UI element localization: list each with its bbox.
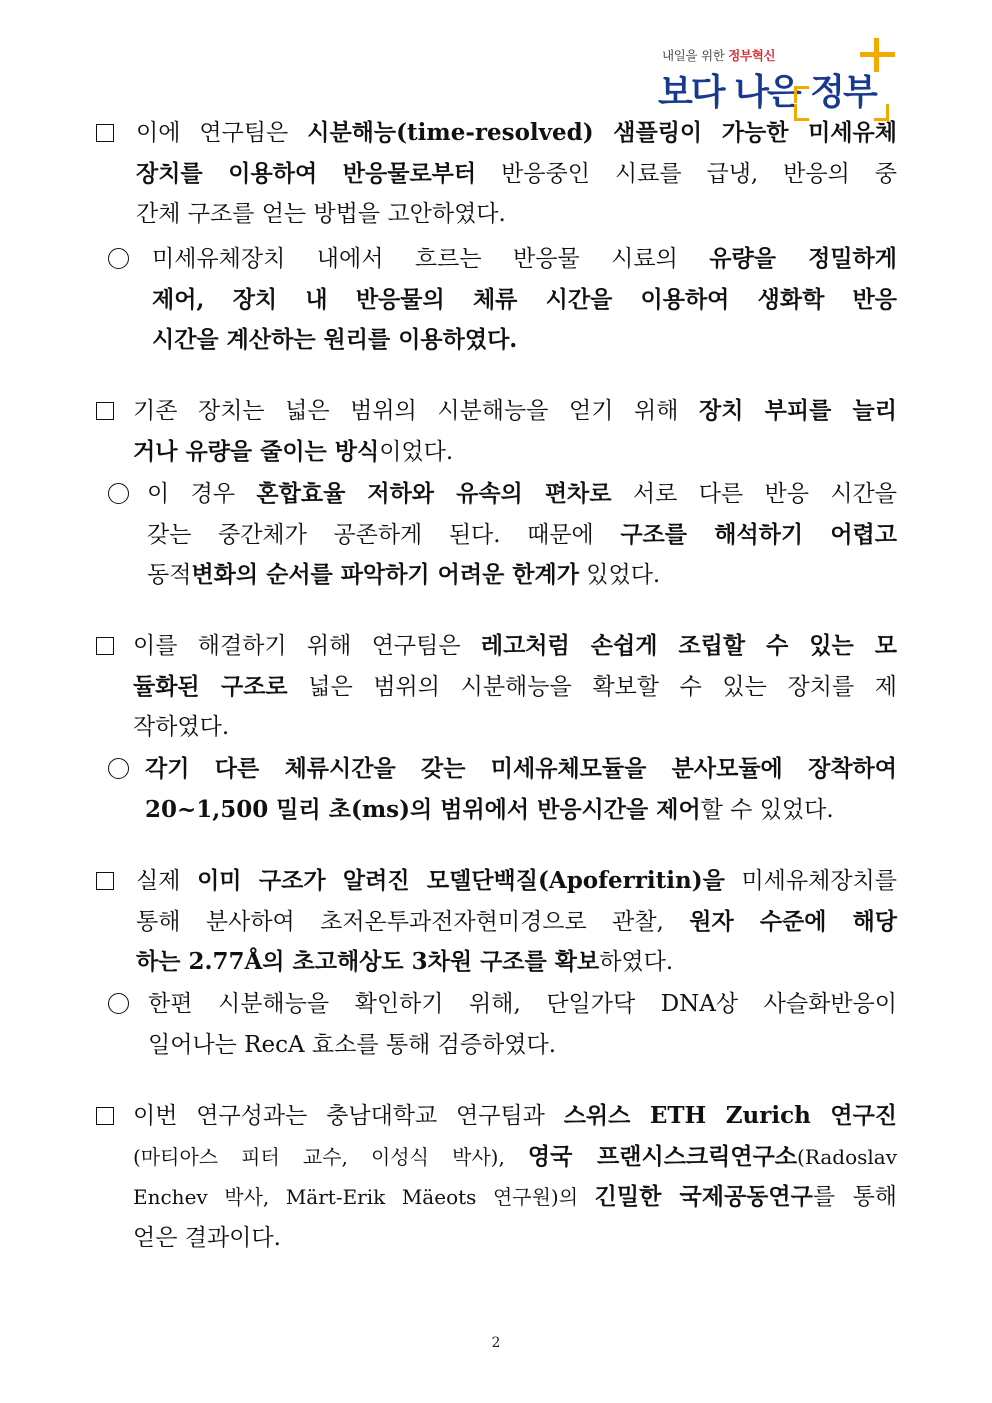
bold-text: 듈화된 구조로	[133, 672, 288, 700]
logo-tagline-accent: 정부혁신	[728, 48, 776, 63]
bold-text: 영국 프랜시스크릭연구소	[527, 1142, 798, 1170]
text: 일어나는 RecA 효소를 통해 검증하였다.	[148, 1031, 557, 1058]
text: 갖는 중간체가 공존하게 된다. 때문에	[147, 521, 621, 548]
text: 미세유체장치 내에서 흐르는 반응물 시료의	[152, 246, 710, 272]
logo-title	[658, 64, 876, 115]
bold-text: 스위스 ETH Zurich 연구진	[563, 1102, 897, 1129]
text: (Radoslav	[797, 1144, 897, 1169]
bold-text: 이미 구조가 알려진 모델단백질(Apoferritin)을	[197, 867, 725, 894]
text: 하였다.	[599, 949, 674, 975]
bold-text: 레고처럼 손쉽게 조립할 수 있는 모	[480, 632, 897, 659]
paragraph-line	[145, 794, 834, 826]
text: 있었다.	[578, 562, 661, 588]
bold-text: (time-resolved)	[396, 119, 614, 146]
circle-bullet-icon	[108, 993, 129, 1014]
text: 한편 시분해능을 확인하기 위해, 단일가닥 DNA상 사슬화반응이	[148, 991, 897, 1017]
text: 이에 연구팀은	[136, 120, 308, 146]
text: 이번 연구성과는 충남대학교 연구팀과	[133, 1103, 564, 1129]
paragraph-line	[133, 395, 897, 427]
bold-text: 변화의 순서를 파악하기 어려운 한계가	[191, 561, 579, 588]
text: 이 경우	[147, 481, 257, 507]
text: 이를 해결하기 위해 연구팀은	[133, 633, 481, 659]
paragraph-line	[133, 1100, 897, 1132]
paragraph-line	[152, 284, 897, 316]
paragraph-line	[147, 478, 897, 510]
text: Enchev 박사, Märt-Erik Mäeots 연구원)의	[133, 1185, 595, 1209]
text: 반응중인 시료를 급냉, 반응의 중	[476, 160, 897, 187]
bold-text: 제어, 장치 내 반응물의 체류 시간을 이용하여 생화학 반응	[152, 285, 897, 313]
text: 넓은 범위의 시분해능을 확보할 수 있는 장치를 제	[287, 673, 897, 700]
paragraph-line	[148, 988, 897, 1020]
bold-text: 긴밀한 국제공동연구	[594, 1183, 813, 1210]
text: 실제	[136, 868, 198, 894]
circle-bullet-icon	[108, 758, 129, 779]
bold-text: 20~1,500 밀리 초(ms)의 범위에서 반응시간을 제어	[145, 795, 701, 823]
logo-plus-icon	[860, 52, 895, 57]
logo-tagline	[662, 46, 775, 64]
logo-title-b: 정부	[810, 72, 876, 113]
paragraph-line	[145, 753, 897, 785]
paragraph-line	[133, 1181, 897, 1213]
text: 동적	[147, 562, 192, 588]
page-number: 2	[491, 1335, 501, 1351]
text: 할 수 있었다.	[700, 796, 834, 823]
text: 통해 분사하여 초저온투과전자현미경으로 관찰,	[136, 908, 690, 935]
paragraph-line	[147, 559, 660, 591]
bold-text: 샘플링이 가능한 미세유체	[613, 119, 897, 146]
text: 작하였다.	[133, 714, 230, 740]
bold-text: 장치를 이용하여 반응물로부터	[136, 159, 477, 187]
paragraph-line	[133, 630, 897, 662]
government-innovation-logo	[650, 38, 900, 128]
paragraph-line	[152, 243, 897, 275]
bold-text: 거나 유량을 줄이는 방식	[133, 437, 380, 465]
bold-text: 장치 부피를 늘리	[698, 397, 897, 424]
bold-text: 시간을 계산하는 원리를 이용하였다.	[152, 326, 518, 353]
logo-title-a: 보다 나은	[658, 72, 811, 113]
square-bullet-icon	[96, 402, 114, 420]
logo-tagline-prefix: 내일을 위한	[662, 48, 729, 63]
paragraph-line	[136, 946, 673, 978]
bold-text: 시분해능	[307, 119, 397, 146]
square-bullet-icon	[96, 872, 114, 890]
paragraph-line	[133, 436, 453, 468]
paragraph-line	[136, 198, 506, 230]
paragraph-line	[136, 865, 897, 897]
paragraph-line	[133, 1141, 897, 1173]
paragraph-line	[136, 906, 897, 938]
square-bullet-icon	[96, 1107, 114, 1125]
bold-text: 원자 수준에 해당	[689, 907, 897, 935]
bold-text: 하는 2.77Å의 초고해상도 3차원 구조를 확보	[136, 948, 600, 975]
paragraph-line	[133, 671, 897, 703]
paragraph-line	[133, 1222, 281, 1254]
text: 얻은 결과이다.	[133, 1224, 281, 1251]
text: 미세유체장치를	[724, 868, 897, 894]
bold-text: 혼합효율 저하와 유속의 편차로	[256, 480, 612, 507]
bold-text: 유량을 정밀하게	[709, 245, 897, 272]
paragraph-line	[136, 158, 897, 190]
circle-bullet-icon	[108, 248, 129, 269]
square-bullet-icon	[96, 124, 114, 142]
text: (마티아스 피터 교수, 이성식 박사),	[133, 1144, 528, 1169]
text: 기존 장치는 넓은 범위의 시분해능을 얻기 위해	[133, 398, 699, 424]
circle-bullet-icon	[108, 483, 129, 504]
square-bullet-icon	[96, 637, 114, 655]
text: 간체 구조를 얻는 방법을 고안하였다.	[136, 201, 506, 227]
logo-bracket-icon	[794, 86, 809, 103]
bold-text: 각기 다른 체류시간을 갖는 미세유체모듈을 분사모듈에 장착하여	[145, 755, 897, 782]
paragraph-line	[133, 711, 229, 743]
paragraph-line	[152, 324, 517, 356]
paragraph-line	[136, 117, 897, 149]
paragraph-line	[147, 519, 897, 551]
paragraph-line	[148, 1029, 556, 1061]
bold-text: 구조를 해석하기 어렵고	[620, 520, 897, 548]
text: 이었다.	[379, 438, 454, 465]
text: 서로 다른 반응 시간을	[611, 481, 897, 507]
text: 를 통해	[812, 1184, 898, 1210]
